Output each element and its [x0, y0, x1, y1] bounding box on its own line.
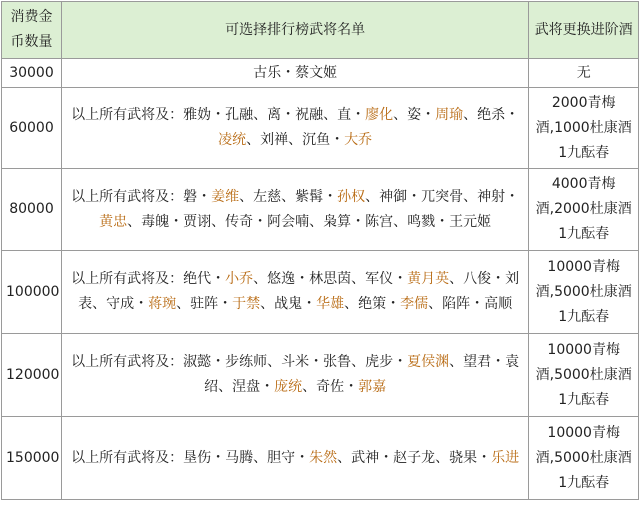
exchange-cell: 10000青梅酒,5000杜康酒1九酝春 [529, 251, 639, 334]
general-list-text: 以上所有武将及：磐・ [71, 188, 212, 205]
highlighted-general-name: 黄月英 [407, 271, 450, 287]
table-row [2, 59, 639, 88]
general-list-text: 、毒魄・贾诩、传奇・阿会喃、枭算・陈宫、鸣戮・王元姬 [127, 213, 492, 230]
highlighted-general-name: 夏侯渊 [407, 354, 450, 370]
names-cell [61, 417, 528, 500]
highlighted-general-name: 廖化 [365, 107, 394, 123]
table-row [2, 169, 639, 251]
highlighted-general-name: 孙权 [337, 188, 366, 205]
highlighted-general-name: 李儒 [400, 296, 429, 312]
names-cell [61, 88, 528, 169]
header-cost: 消费金币数量 [2, 2, 62, 59]
highlighted-general-name: 大乔 [344, 132, 373, 148]
exchange-cell: 无 [529, 59, 639, 88]
general-list-text: 以上所有武将及：垦伤・马腾、胆守・ [71, 449, 310, 466]
table-row [2, 88, 639, 169]
exchange-cell: 10000青梅酒,5000杜康酒1九酝春 [529, 334, 639, 417]
highlighted-general-name: 黄忠 [99, 213, 128, 230]
cost-cell: 60000 [2, 88, 62, 169]
header-row [2, 2, 639, 59]
names-cell [61, 169, 528, 251]
names-cell [61, 59, 528, 88]
cost-cell: 100000 [2, 251, 62, 334]
exchange-cell: 2000青梅酒,1000杜康酒1九酝春 [529, 88, 639, 169]
cost-cell: 150000 [2, 417, 62, 500]
highlighted-general-name: 朱然 [309, 449, 338, 466]
general-list-text: 、绝杀・ [463, 107, 520, 123]
general-list-text: 、神御・兀突骨、神射・ [365, 188, 520, 205]
general-exchange-table [1, 1, 639, 500]
general-list-text: 、姿・ [393, 107, 436, 123]
general-list-text: 、八俊・刘表、守成・ [78, 271, 520, 312]
general-list-text: 以上所有武将及：雅妫・孔融、离・祝融、直・ [71, 107, 366, 123]
general-list-text: 、武神・赵子龙、骁果・ [337, 449, 492, 466]
table-row [2, 251, 639, 334]
general-list-text: 、驻阵・ [176, 296, 233, 312]
highlighted-general-name: 凌统 [218, 132, 247, 148]
header-exchange: 武将更换进阶酒 [529, 2, 639, 59]
general-list-text: 以上所有武将及：淑懿・步练师、斗米・张鲁、虎步・ [71, 354, 408, 370]
exchange-cell: 4000青梅酒,2000杜康酒1九酝春 [529, 169, 639, 251]
general-list-text: 、刘禅、沉鱼・ [246, 132, 345, 148]
general-list-text: 、悠逸・林思茵、军仪・ [253, 271, 408, 287]
header-list: 可选择排行榜武将名单 [61, 2, 528, 59]
highlighted-general-name: 庞统 [274, 379, 303, 395]
highlighted-general-name: 姜维 [211, 188, 240, 205]
highlighted-general-name: 郭嘉 [358, 379, 387, 395]
names-cell [61, 334, 528, 417]
names-cell [61, 251, 528, 334]
general-list-text: 以上所有武将及：绝代・ [71, 271, 226, 287]
table-row [2, 417, 639, 500]
highlighted-general-name: 周瑜 [435, 107, 464, 123]
highlighted-general-name: 蒋琬 [148, 296, 177, 312]
general-list-text: 古乐・蔡文姬 [253, 64, 338, 81]
highlighted-general-name: 于禁 [232, 296, 261, 312]
highlighted-general-name: 华雄 [316, 296, 345, 312]
cost-cell: 120000 [2, 334, 62, 417]
highlighted-general-name: 乐进 [491, 449, 520, 466]
cost-cell: 30000 [2, 59, 62, 88]
general-list-text: 、望君・袁绍、涅盘・ [204, 354, 520, 395]
general-list-text: 、左慈、紫髯・ [239, 188, 338, 205]
general-list-text: 、战鬼・ [260, 296, 317, 312]
table-row [2, 334, 639, 417]
general-list-text: 、绝策・ [344, 296, 401, 312]
exchange-cell: 10000青梅酒,5000杜康酒1九酝春 [529, 417, 639, 500]
highlighted-general-name: 小乔 [225, 271, 254, 287]
cost-cell: 80000 [2, 169, 62, 251]
general-list-text: 、奇佐・ [302, 379, 359, 395]
general-list-text: 、陷阵・高顺 [428, 296, 513, 312]
